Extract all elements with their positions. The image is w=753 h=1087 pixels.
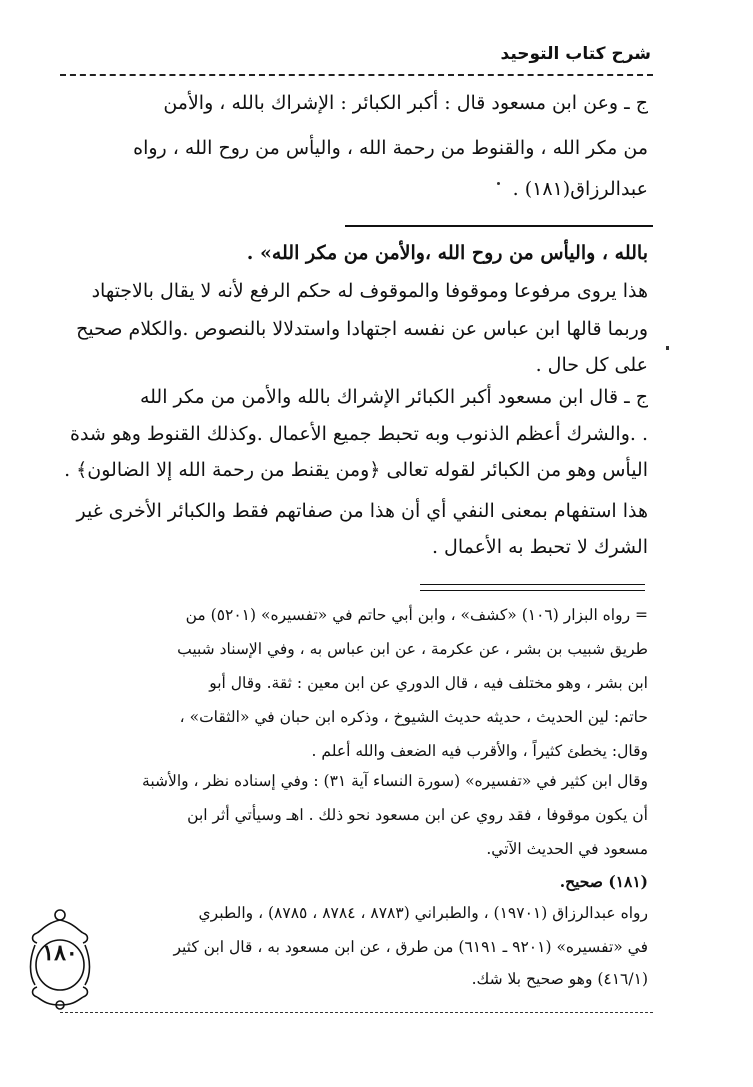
footnote-line-5: وقال: يخطئ كثيراً ، والأقرب فيه الضعف والله أعلم .	[311, 742, 648, 760]
footer-divider	[60, 1012, 653, 1013]
footnote-line-3: ابن بشر ، وهو مختلف فيه ، قال الدوري عن ابن معين : ثقة. وقال أبو	[209, 674, 648, 692]
header-divider	[60, 74, 653, 76]
footnote-line-7: أن يكون موقوفا ، فقد روي عن ابن مسعود نحو ذلك . اهـ وسيأتي أثر ابن	[187, 806, 648, 824]
body-line-2: وربما قالها ابن عباس عن نفسه اجتهادا واستدلالا بالنصوص .والكلام صحيح	[76, 318, 648, 340]
footnote-181-line-2: في «تفسيره» (٩٢٠١ ـ ٦١٩١) من طرق ، عن ابن مسعود به ، قال ابن كثير	[173, 938, 648, 956]
footnote-181-line-1: رواه عبدالرزاق (١٩٧٠١) ، والطبراني (٨٧٨٣ ، ٨٧٨٤ ، ٨٧٨٥) ، والطبري	[198, 904, 648, 922]
margin-mark	[666, 346, 669, 350]
body-line-7: هذا استفهام بمعنى النفي أي أن هذا من صفاتهم فقط والكبائر الأخرى غير	[76, 500, 648, 522]
answer-line-2: من مكر الله ، والقنوط من رحمة الله ، واليأس من روح الله ، رواه	[133, 137, 648, 159]
footnote-divider	[420, 584, 645, 585]
footnote-divider-2	[420, 590, 645, 591]
body-line-5: . .والشرك أعظم الذنوب وبه تحبط جميع الأعمال .وكذلك القنوط وهو شدة	[70, 423, 648, 445]
stray-mark	[497, 182, 500, 185]
body-line-3: على كل حال .	[535, 354, 648, 376]
footnote-line-2: طريق شبيب بن بشر ، عن عكرمة ، عن ابن عباس به ، وفي الإسناد شبيب	[177, 640, 648, 658]
footnote-181-heading: (١٨١) صحيح.	[559, 872, 648, 891]
footnote-line-1: = رواه البزار (١٠٦) «كشف» ، وابن أبي حاتم في «تفسيره» (٥٢٠١) من	[185, 606, 648, 624]
body-bold-line: بالله ، واليأس من روح الله ،والأمن من مكر الله» .	[246, 242, 648, 264]
running-title: شرح كتاب التوحيد	[500, 44, 651, 64]
page-number: ١٨٠	[42, 940, 78, 966]
answer-box-rule	[345, 225, 653, 227]
body-line-8: الشرك لا تحبط به الأعمال .	[431, 536, 648, 558]
answer-line-1: ج ـ وعن ابن مسعود قال : أكبر الكبائر : الإشراك بالله ، والأمن	[163, 92, 648, 114]
footnote-line-8: مسعود في الحديث الآتي.	[486, 840, 648, 858]
footnote-181-line-3: (٤١٦/١) وهو صحيح بلا شك.	[471, 970, 648, 988]
answer-line-3: عبدالرزاق(١٨١) .	[512, 178, 648, 200]
body-line-1: هذا يروى مرفوعا وموقوفا والموقوف له حكم الرفع لأنه لا يقال بالاجتهاد	[91, 280, 648, 302]
footnote-line-4: حاتم: لين الحديث ، حديثه حديث الشيوخ ، وذكره ابن حبان في «الثقات» ،	[179, 708, 648, 726]
footnote-line-6: وقال ابن كثير في «تفسيره» (سورة النساء آية ٣١) : وفي إسناده نظر ، والأشبة	[142, 772, 648, 790]
body-line-4: ج ـ قال ابن مسعود أكبر الكبائر الإشراك بالله والأمن من مكر الله	[139, 386, 648, 408]
body-line-6: اليأس وهو من الكبائر لقوله تعالى ﴿ومن يقنط من رحمة الله إلا الضالون﴾ .	[64, 459, 648, 481]
